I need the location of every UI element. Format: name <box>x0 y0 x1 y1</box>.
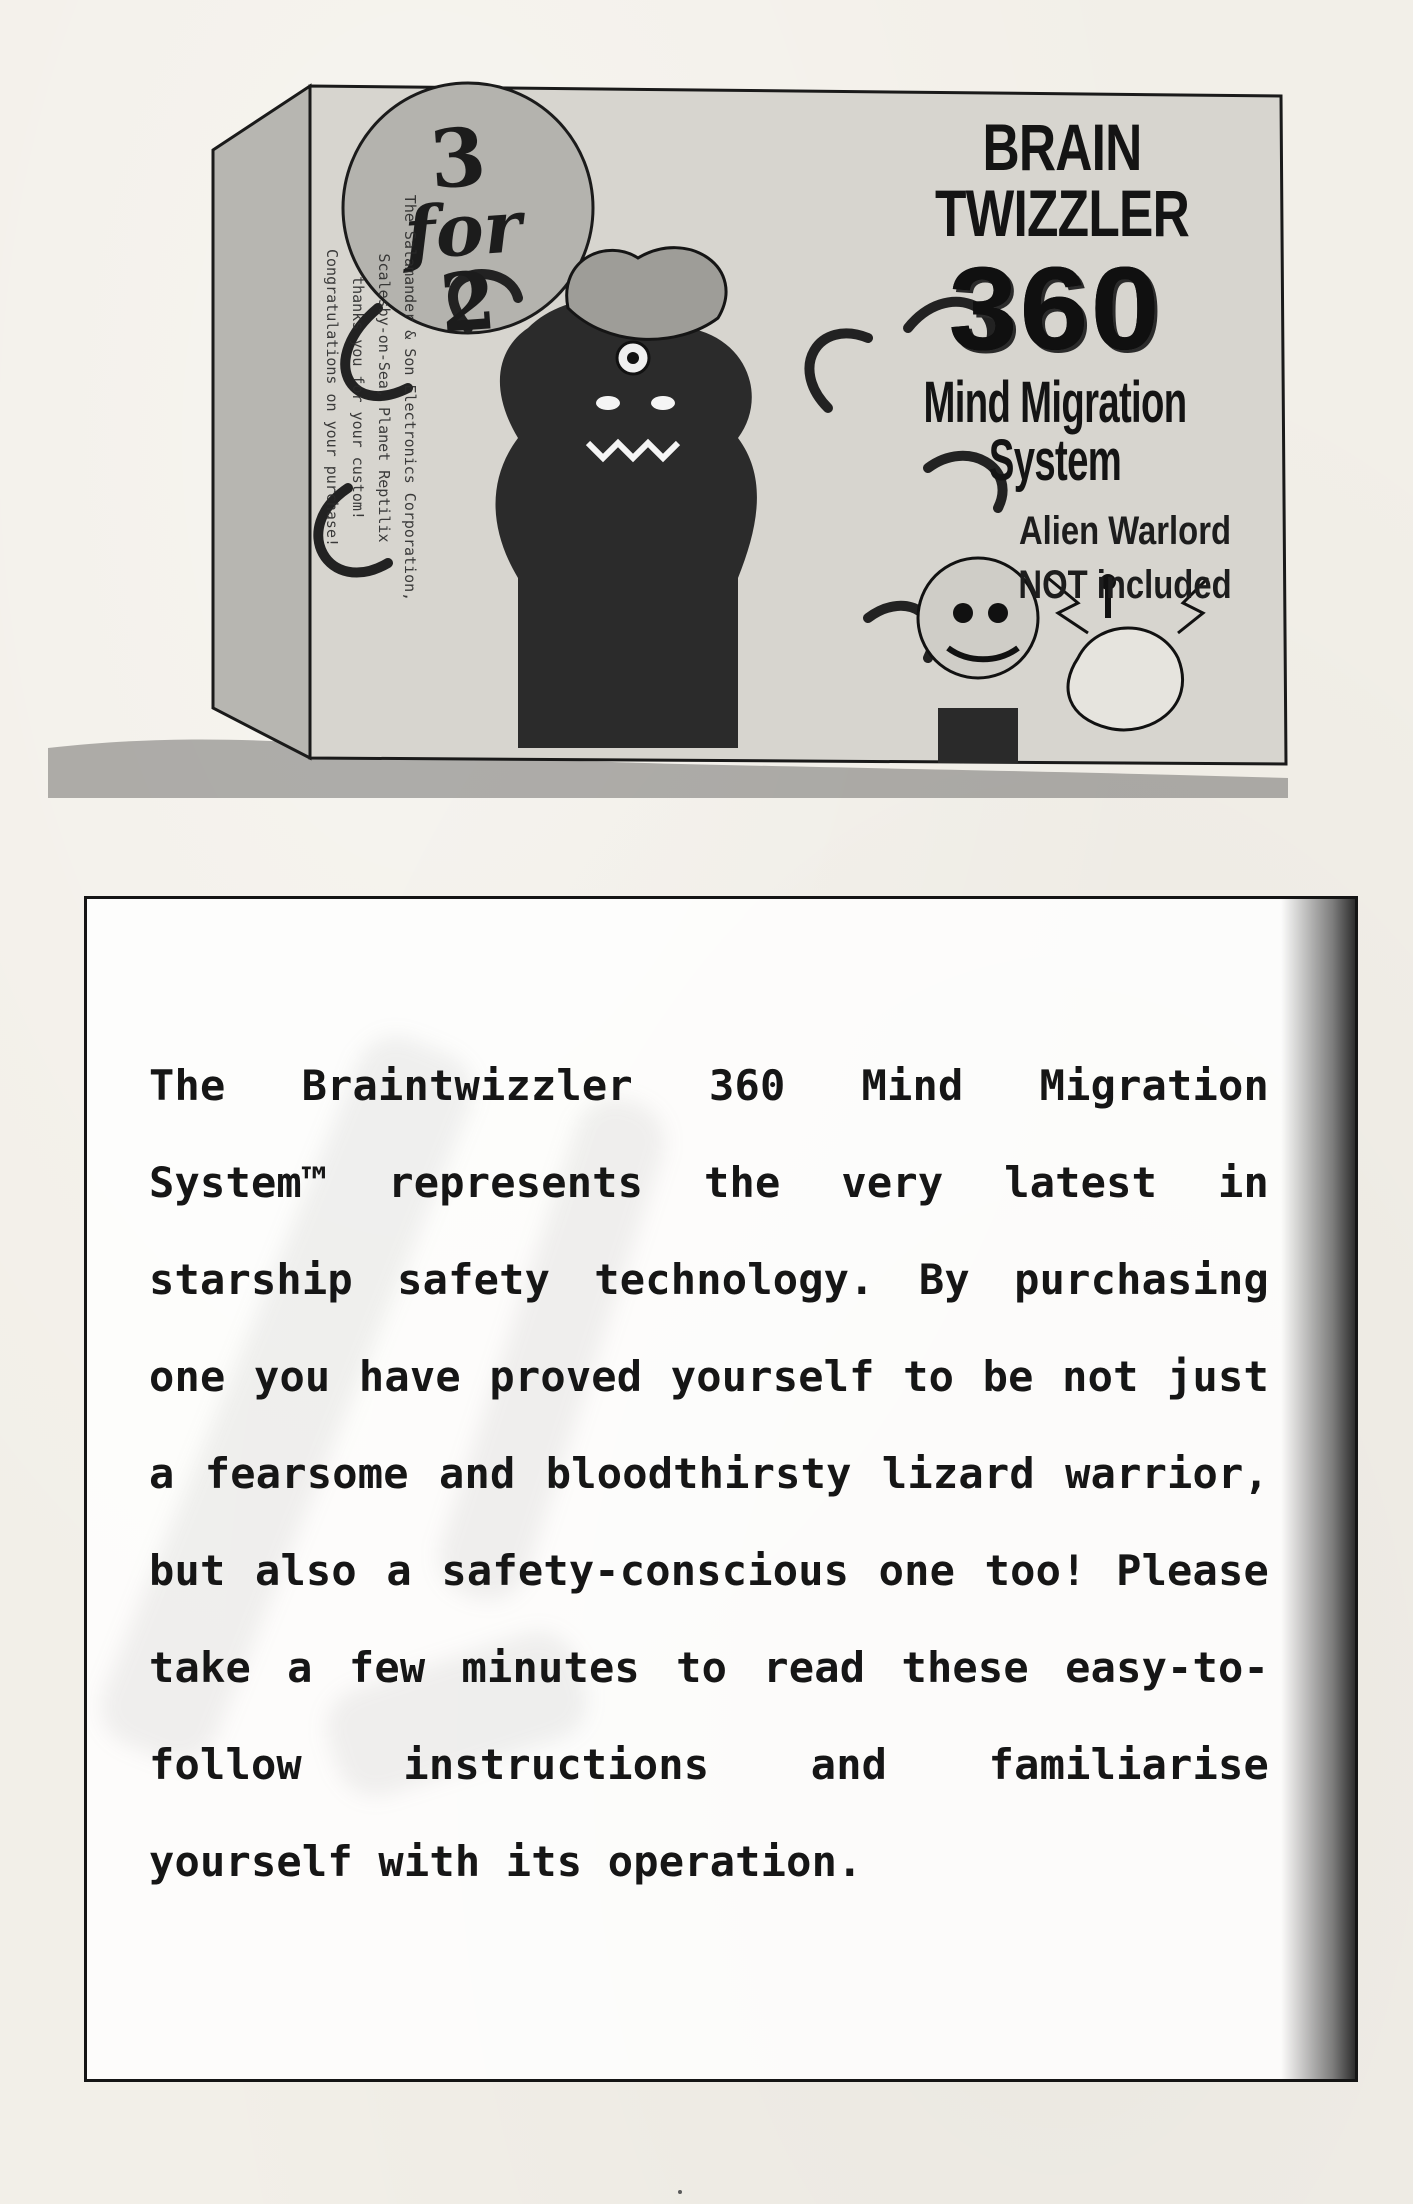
box-front-title <box>820 110 1290 610</box>
badge-line-3: 2 <box>436 253 500 352</box>
badge-line-1: 3 <box>426 109 490 208</box>
brand-title-line-3: Mind Migration System <box>923 370 1187 493</box>
warlord-note-line-1: Alien Warlord <box>1018 509 1231 553</box>
side-text-line-4: Congratulations on your purchase! <box>323 248 341 547</box>
warlord-note-line-2: NOT included <box>1018 563 1232 607</box>
intro-paragraph: The Braintwizzler 360 Mind Migration System™ represents the very latest in starship safety technology. By purchasing one you have proved yourself to be not just a fearsome and bloodthirsty lizard warrior, but also a safety-conscious one too! Please take a few minutes to read these easy-to-follow instructions and familiarise yourself with its operation. <box>149 1061 1269 1886</box>
warlord-note <box>990 506 1261 610</box>
side-text-line-1: The Salamander & Son Electronics Corporation, <box>401 194 419 602</box>
product-box-illustration <box>48 58 1288 798</box>
brand-title-line-2: 360 <box>948 243 1162 375</box>
footer-dot <box>678 2190 682 2194</box>
badge-line-2: for <box>401 183 525 276</box>
side-text-line-3: thanks you for your custom! <box>349 276 367 520</box>
box-side-text <box>283 138 423 658</box>
panel-edge-shade <box>1281 899 1355 2079</box>
brand-title-line-1: BRAIN TWIZZLER <box>935 110 1189 250</box>
text-panel <box>84 896 1358 2082</box>
side-text-line-2: Scalesby-on-Sea, Planet Reptilix <box>375 253 393 543</box>
